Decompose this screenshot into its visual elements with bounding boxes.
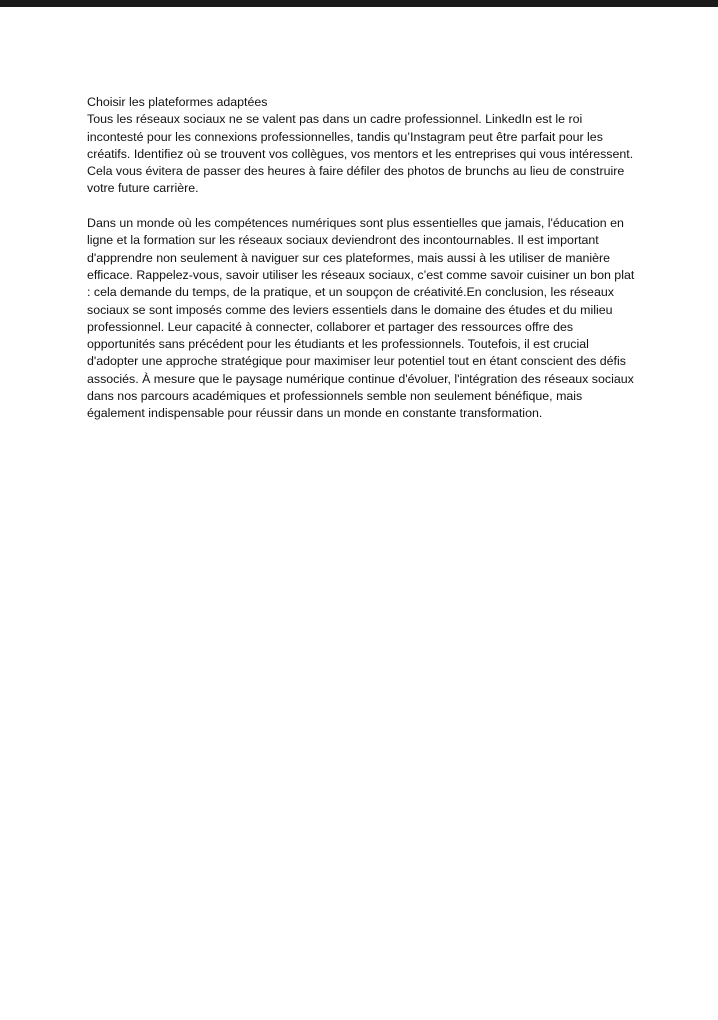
paragraph-conclusion: Dans un monde où les compétences numériques sont plus essentielles que jamais, l'éducation en ligne et la formation sur les réseaux sociaux deviendront des incontournables. Il est important d'apprendre non seulement à naviguer sur ces plateformes, mais aussi à les utiliser de manière efficace. Rappelez-vous, savoir utiliser les réseaux sociaux, c’est comme savoir cuisiner un bon plat : cela demande du temps, de la pratique, et un soupçon de créativité.En conclusion, les réseaux sociaux se sont imposés comme des leviers essentiels dans le domaine des études et du milieu professionnel. Leur capacité à connecter, collaborer et partager des ressources offre des opportunités sans précédent pour les étudiants et les professionnels. Toutefois, il est crucial d'adopter une approche stratégique pour maximiser leur potentiel tout en étant conscient des défis associés. À mesure que le paysage numérique continue d'évoluer, l'intégration des réseaux sociaux dans nos parcours académiques et professionnels semble non seulement bénéfique, mais également indispensable pour réussir dans un monde en constante transformation. [87, 216, 635, 421]
top-edge-bar [0, 0, 718, 7]
paragraph-spacer [87, 198, 635, 215]
section-heading: Choisir les plateformes adaptées [87, 95, 268, 109]
paragraph-platforms: Tous les réseaux sociaux ne se valent pas dans un cadre professionnel. LinkedIn est le roi incontesté pour les connexions professionnelles, tandis qu’Instagram peut être parfait pour les créatifs. Identifiez où se trouvent vos collègues, vos mentors et les entreprises qui vous intéressent. Cela vous évitera de passer des heures à faire défiler des photos de brunchs au lieu de construire votre future carrière. [87, 112, 634, 196]
document-page [87, 94, 635, 423]
